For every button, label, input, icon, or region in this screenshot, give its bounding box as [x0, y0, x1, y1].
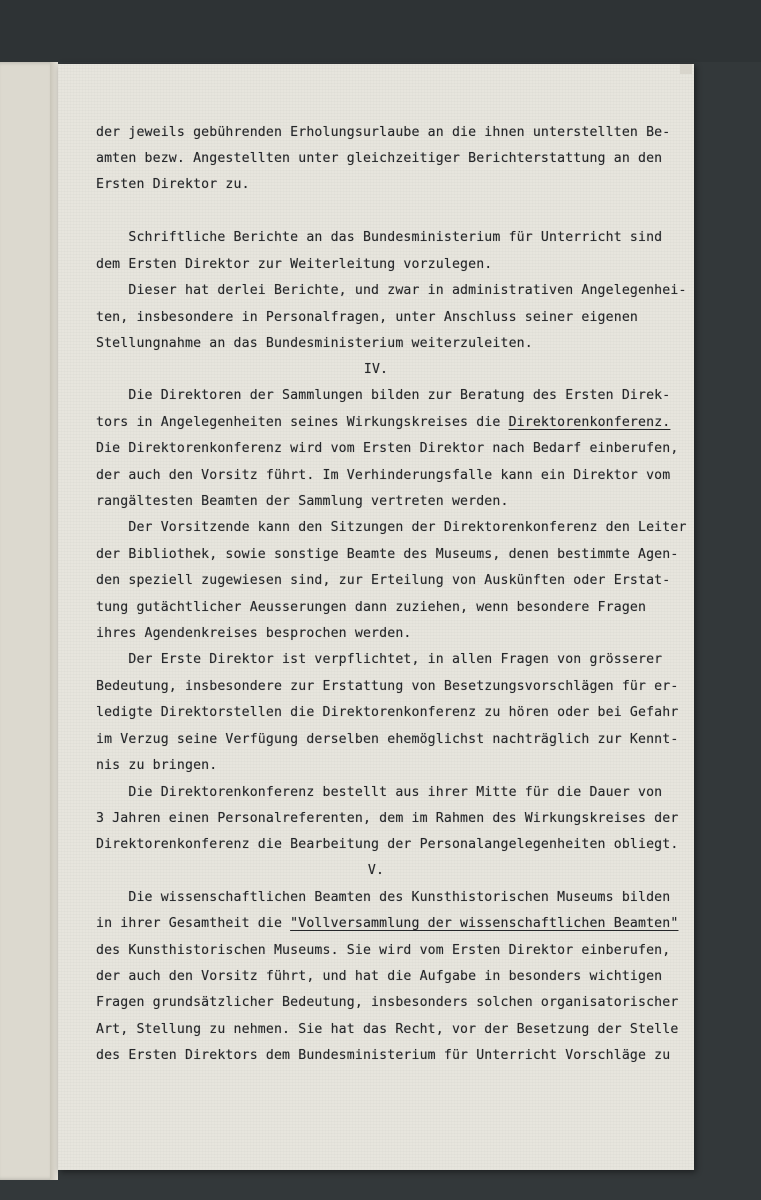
- text-line: Der Vorsitzende kann den Sitzungen der Direktorenkonferenz den Leiter: [96, 520, 687, 535]
- adjacent-page: [0, 62, 56, 1180]
- text-line: Art, Stellung zu nehmen. Sie hat das Recht, vor der Besetzung der Stelle: [96, 1022, 679, 1037]
- text-segment: in ihrer Gesamtheit die: [96, 916, 291, 931]
- text-line: der auch den Vorsitz führt, und hat die Aufgabe in besonders wichtigen: [96, 969, 663, 984]
- text-line: Stellungnahme an das Bundesministerium weiterzuleiten.: [96, 336, 533, 351]
- text-line: amten bezw. Angestellten unter gleichzeitiger Berichterstattung an den: [96, 151, 663, 166]
- section-heading: V.: [367, 863, 385, 878]
- text-line: Ersten Direktor zu.: [96, 177, 250, 192]
- text-line: ledigte Direktorstellen die Direktorenkonferenz zu hören oder bei Gefahr: [96, 705, 679, 720]
- text-line: Fragen grundsätzlicher Bedeutung, insbesonders solchen organisatorischer: [96, 995, 679, 1010]
- text-line: rangältesten Beamten der Sammlung vertreten werden.: [96, 494, 509, 509]
- text-line: tung gutächtlicher Aeusserungen dann zuziehen, wenn besondere Fragen: [96, 600, 647, 615]
- text-line: Der Erste Direktor ist verpflichtet, in allen Fragen von grösserer: [96, 652, 663, 667]
- text-line: im Verzug seine Verfügung derselben ehemöglichst nachträglich zur Kennt-: [96, 732, 679, 747]
- text-line: des Kunsthistorischen Museums. Sie wird vom Ersten Direktor einberufen,: [96, 943, 671, 958]
- text-line: ihres Agendenkreises besprochen werden.: [96, 626, 412, 641]
- text-line: [96, 916, 678, 931]
- text-line: Bedeutung, insbesondere zur Erstattung von Besetzungsvorschlägen für er-: [96, 679, 679, 694]
- text-line: Die Direktorenkonferenz bestellt aus ihrer Mitte für die Dauer von: [96, 785, 663, 800]
- text-line: den speziell zugewiesen sind, zur Erteilung von Auskünften oder Erstat-: [96, 573, 671, 588]
- text-line: Direktorenkonferenz die Bearbeitung der Personalangelegenheiten obliegt.: [96, 837, 679, 852]
- text-line: Dieser hat derlei Berichte, und zwar in administrativen Angelegenhei-: [96, 283, 687, 298]
- text-line: 3 Jahren einen Personalreferenten, dem im Rahmen des Wirkungskreises der: [96, 811, 679, 826]
- text-line: [96, 415, 670, 430]
- text-line: des Ersten Direktors dem Bundesministerium für Unterricht Vorschläge zu: [96, 1048, 671, 1063]
- text-line: der jeweils gebührenden Erholungsurlaube an die ihnen unterstellten Be-: [96, 125, 671, 140]
- text-line: Die Direktorenkonferenz wird vom Ersten Direktor nach Bedarf einberufen,: [96, 441, 679, 456]
- text-line: der auch den Vorsitz führt. Im Verhinderungsfalle kann ein Direktor vom: [96, 468, 671, 483]
- text-line: nis zu bringen.: [96, 758, 218, 773]
- text-line: ten, insbesondere in Personalfragen, unter Anschluss seiner eigenen: [96, 310, 638, 325]
- text-segment: tors in Angelegenheiten seines Wirkungskreises die: [96, 415, 509, 430]
- section-heading: IV.: [363, 362, 389, 377]
- text-line: Die Direktoren der Sammlungen bilden zur Beratung des Ersten Direk-: [96, 388, 671, 403]
- scanner-backdrop: [0, 0, 761, 62]
- underlined-term: Direktorenkonferenz.: [508, 415, 671, 430]
- text-line: Die wissenschaftlichen Beamten des Kunsthistorischen Museums bilden: [96, 890, 671, 905]
- text-line: dem Ersten Direktor zur Weiterleitung vorzulegen.: [96, 257, 493, 272]
- document-page: [58, 64, 694, 1170]
- text-line: Schriftliche Berichte an das Bundesministerium für Unterricht sind: [96, 230, 663, 245]
- text-line: der Bibliothek, sowie sonstige Beamte des Museums, denen bestimmte Agen-: [96, 547, 679, 562]
- paper-corner: [680, 64, 692, 74]
- adjacent-page-edge: [50, 62, 58, 1180]
- underlined-term: "Vollversammlung der wissenschaftlichen Beamten": [290, 916, 679, 931]
